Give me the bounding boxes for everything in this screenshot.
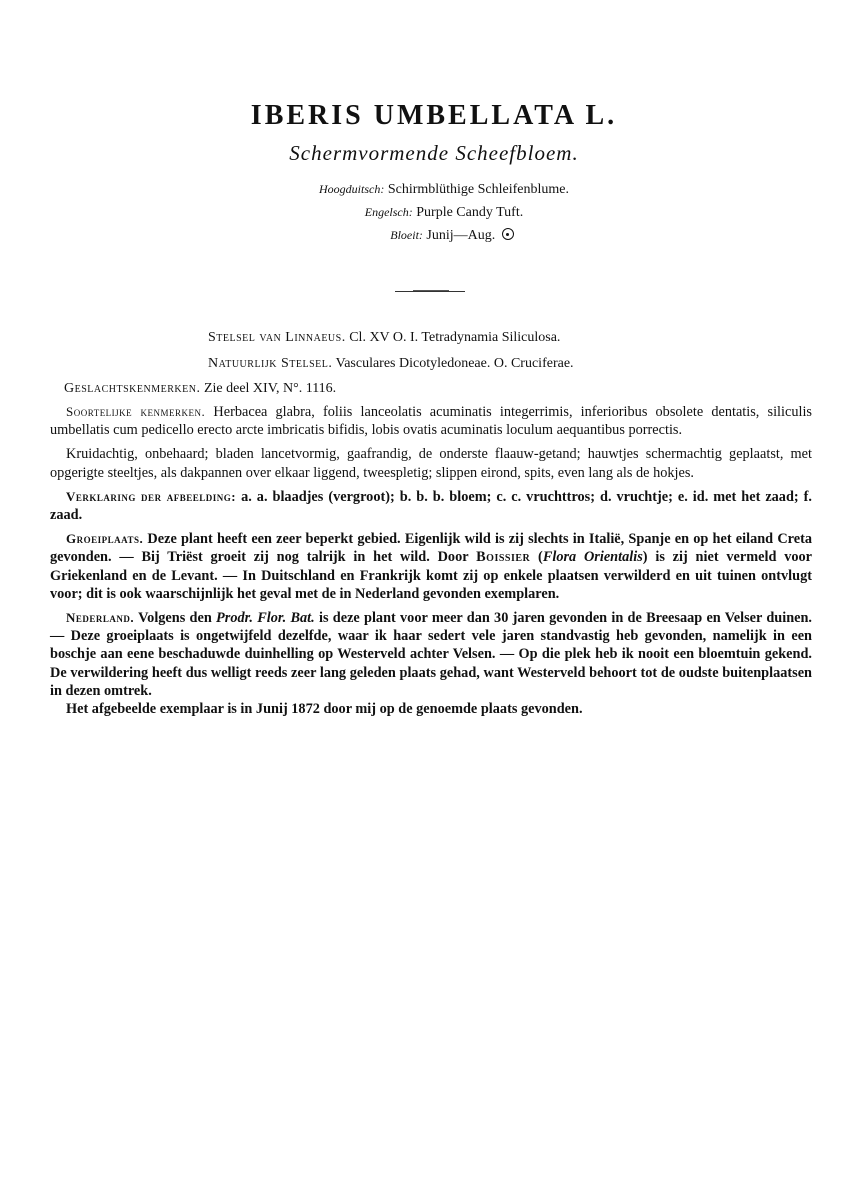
habitat-work: Flora Orientalis bbox=[542, 549, 643, 566]
dutch-description-paragraph bbox=[50, 445, 812, 481]
species-characters-label: Soortelijke kenmerken. bbox=[66, 404, 206, 419]
species-characters-paragraph bbox=[50, 403, 812, 439]
genus-characters-label: Geslachtskenmerken. bbox=[64, 381, 201, 396]
german-name: Schirmblüthige Schleifenblume. bbox=[387, 182, 569, 197]
bloom-line bbox=[0, 224, 868, 247]
bloom-label: Bloeit: bbox=[390, 228, 423, 242]
figure-explanation-text: a. a. blaadjes (vergroot); b. b. b. bloem; c. c. vruchttros; d. vruchtje; e. id. met het zaad; f. zaad. bbox=[50, 488, 812, 524]
figure-explanation-label: Verklaring der afbeelding: bbox=[66, 488, 237, 504]
german-name-line bbox=[0, 178, 868, 201]
english-name: Purple Candy Tuft. bbox=[416, 205, 524, 220]
species-characters-text: Herbacea glabra, foliis lanceolatis acuminatis integerrimis, inferioribus obsolete dentatis, siliculis umbellatis cum pedicello erecto arcte imbricatis bifidis, lobis ovatis acuminatis loculum aequantibus porrectis. bbox=[50, 404, 812, 439]
specimen-text: Het afgebeelde exemplaar is in Junij 1872 door mij op de genoemde plaats gevonden. bbox=[66, 701, 583, 718]
habitat-label: Groeiplaats. bbox=[66, 531, 144, 547]
netherlands-text-start: Volgens den bbox=[138, 610, 212, 627]
netherlands-text-end: is deze plant voor meer dan 30 jaren gevonden in de Breesaap en Velser duinen. — Deze groeiplaats is ongetwijfeld dezelfde, waar ik haar sedert vele jaren standvastig heb gevonden, namelijk in een boschje aan eene beschaduwde duinhelling op Westerveld achter Velsen. — Op die plek heb ik nooit een bloemtuin gekend. De verwildering heeft dus welligt reeds zeer lang geleden plaats gehad, want Westerveld behoort tot de oudste buitenplaatsen in dezen omtrek. bbox=[50, 610, 813, 699]
bloom-period: Junij—Aug. bbox=[426, 228, 496, 243]
dutch-description-text: Kruidachtig, onbehaard; bladen lancetvormig, gaafrandig, de onderste flaauw-getand; hauwtjes schermachtig geplaatst, met opgerigte steeltjes, als dakpannen over elkaar liggend, tweespletig; slippen eirond, spits, even lang als de hokjes. bbox=[50, 446, 812, 481]
english-name-line bbox=[0, 201, 868, 224]
natural-system-label: Natuurlijk Stelsel. bbox=[208, 356, 333, 371]
netherlands-paragraph bbox=[50, 609, 812, 700]
genus-characters-value: Zie deel XIV, N°. 1116. bbox=[203, 381, 337, 396]
english-label: Engelsch: bbox=[364, 205, 413, 219]
german-label: Hoogduitsch: bbox=[318, 182, 385, 196]
netherlands-label: Nederland. bbox=[66, 610, 135, 626]
natural-system-line bbox=[208, 356, 574, 372]
vernacular-names bbox=[0, 178, 868, 247]
annual-sun-icon bbox=[502, 228, 514, 240]
species-dutch-name: Schermvormende Scheefbloem. bbox=[289, 141, 579, 165]
genus-characters-line bbox=[64, 381, 336, 397]
description-body bbox=[50, 403, 812, 724]
specimen-paragraph bbox=[50, 700, 812, 718]
netherlands-work: Prodr. Flor. Bat. bbox=[216, 610, 315, 627]
species-title: IBERIS UMBELLATA L. bbox=[250, 100, 618, 131]
section-divider bbox=[395, 291, 465, 292]
linnaeus-label: Stelsel van Linnaeus. bbox=[208, 330, 346, 345]
linnaeus-value: Cl. XV O. I. Tetradynamia Siliculosa. bbox=[349, 330, 561, 345]
natural-system-value: Vasculares Dicotyledoneae. O. Cruciferae. bbox=[335, 356, 574, 371]
habitat-text-start: Deze plant heeft een zeer beperkt gebied. Eigenlijk wild is zij slechts in Italië, Spanje en op het eiland Creta gevonden. — Bij Triëst groeit zij nog talrijk in het wild. Door bbox=[50, 531, 812, 566]
figure-explanation-paragraph bbox=[50, 488, 812, 524]
habitat-author: Boissier bbox=[476, 549, 531, 566]
habitat-paragraph: Groeiplaats. Deze plant heeft een zeer beperkt gebied. Eigenlijk wild is zij slechts in Italië, Spanje en op het eiland Creta gevonden. — Bij Triëst groeit zij nog talrijk in het wild. Door Boissier (Flora Orientalis) is zij niet vermeld voor Griekenland en de Levant. — In Duitschland en Frankrijk komt zij op enkele plaatsen verwilderd en uit tuinen ontvlugt voor; dit is ook waarschijnlijk het geval met de in Nederland gevonden exemplaren. bbox=[50, 531, 812, 602]
linnaeus-system-line bbox=[208, 330, 560, 346]
habitat-text-end: is zij niet vermeld voor Griekenland en de Levant. — In Duitschland en Frankrijk komt zij op enkele plaatsen verwilderd en uit tuinen ontvlugt voor; dit is ook waarschijnlijk het geval met de in Nederland gevonden exemplaren. bbox=[50, 549, 812, 602]
